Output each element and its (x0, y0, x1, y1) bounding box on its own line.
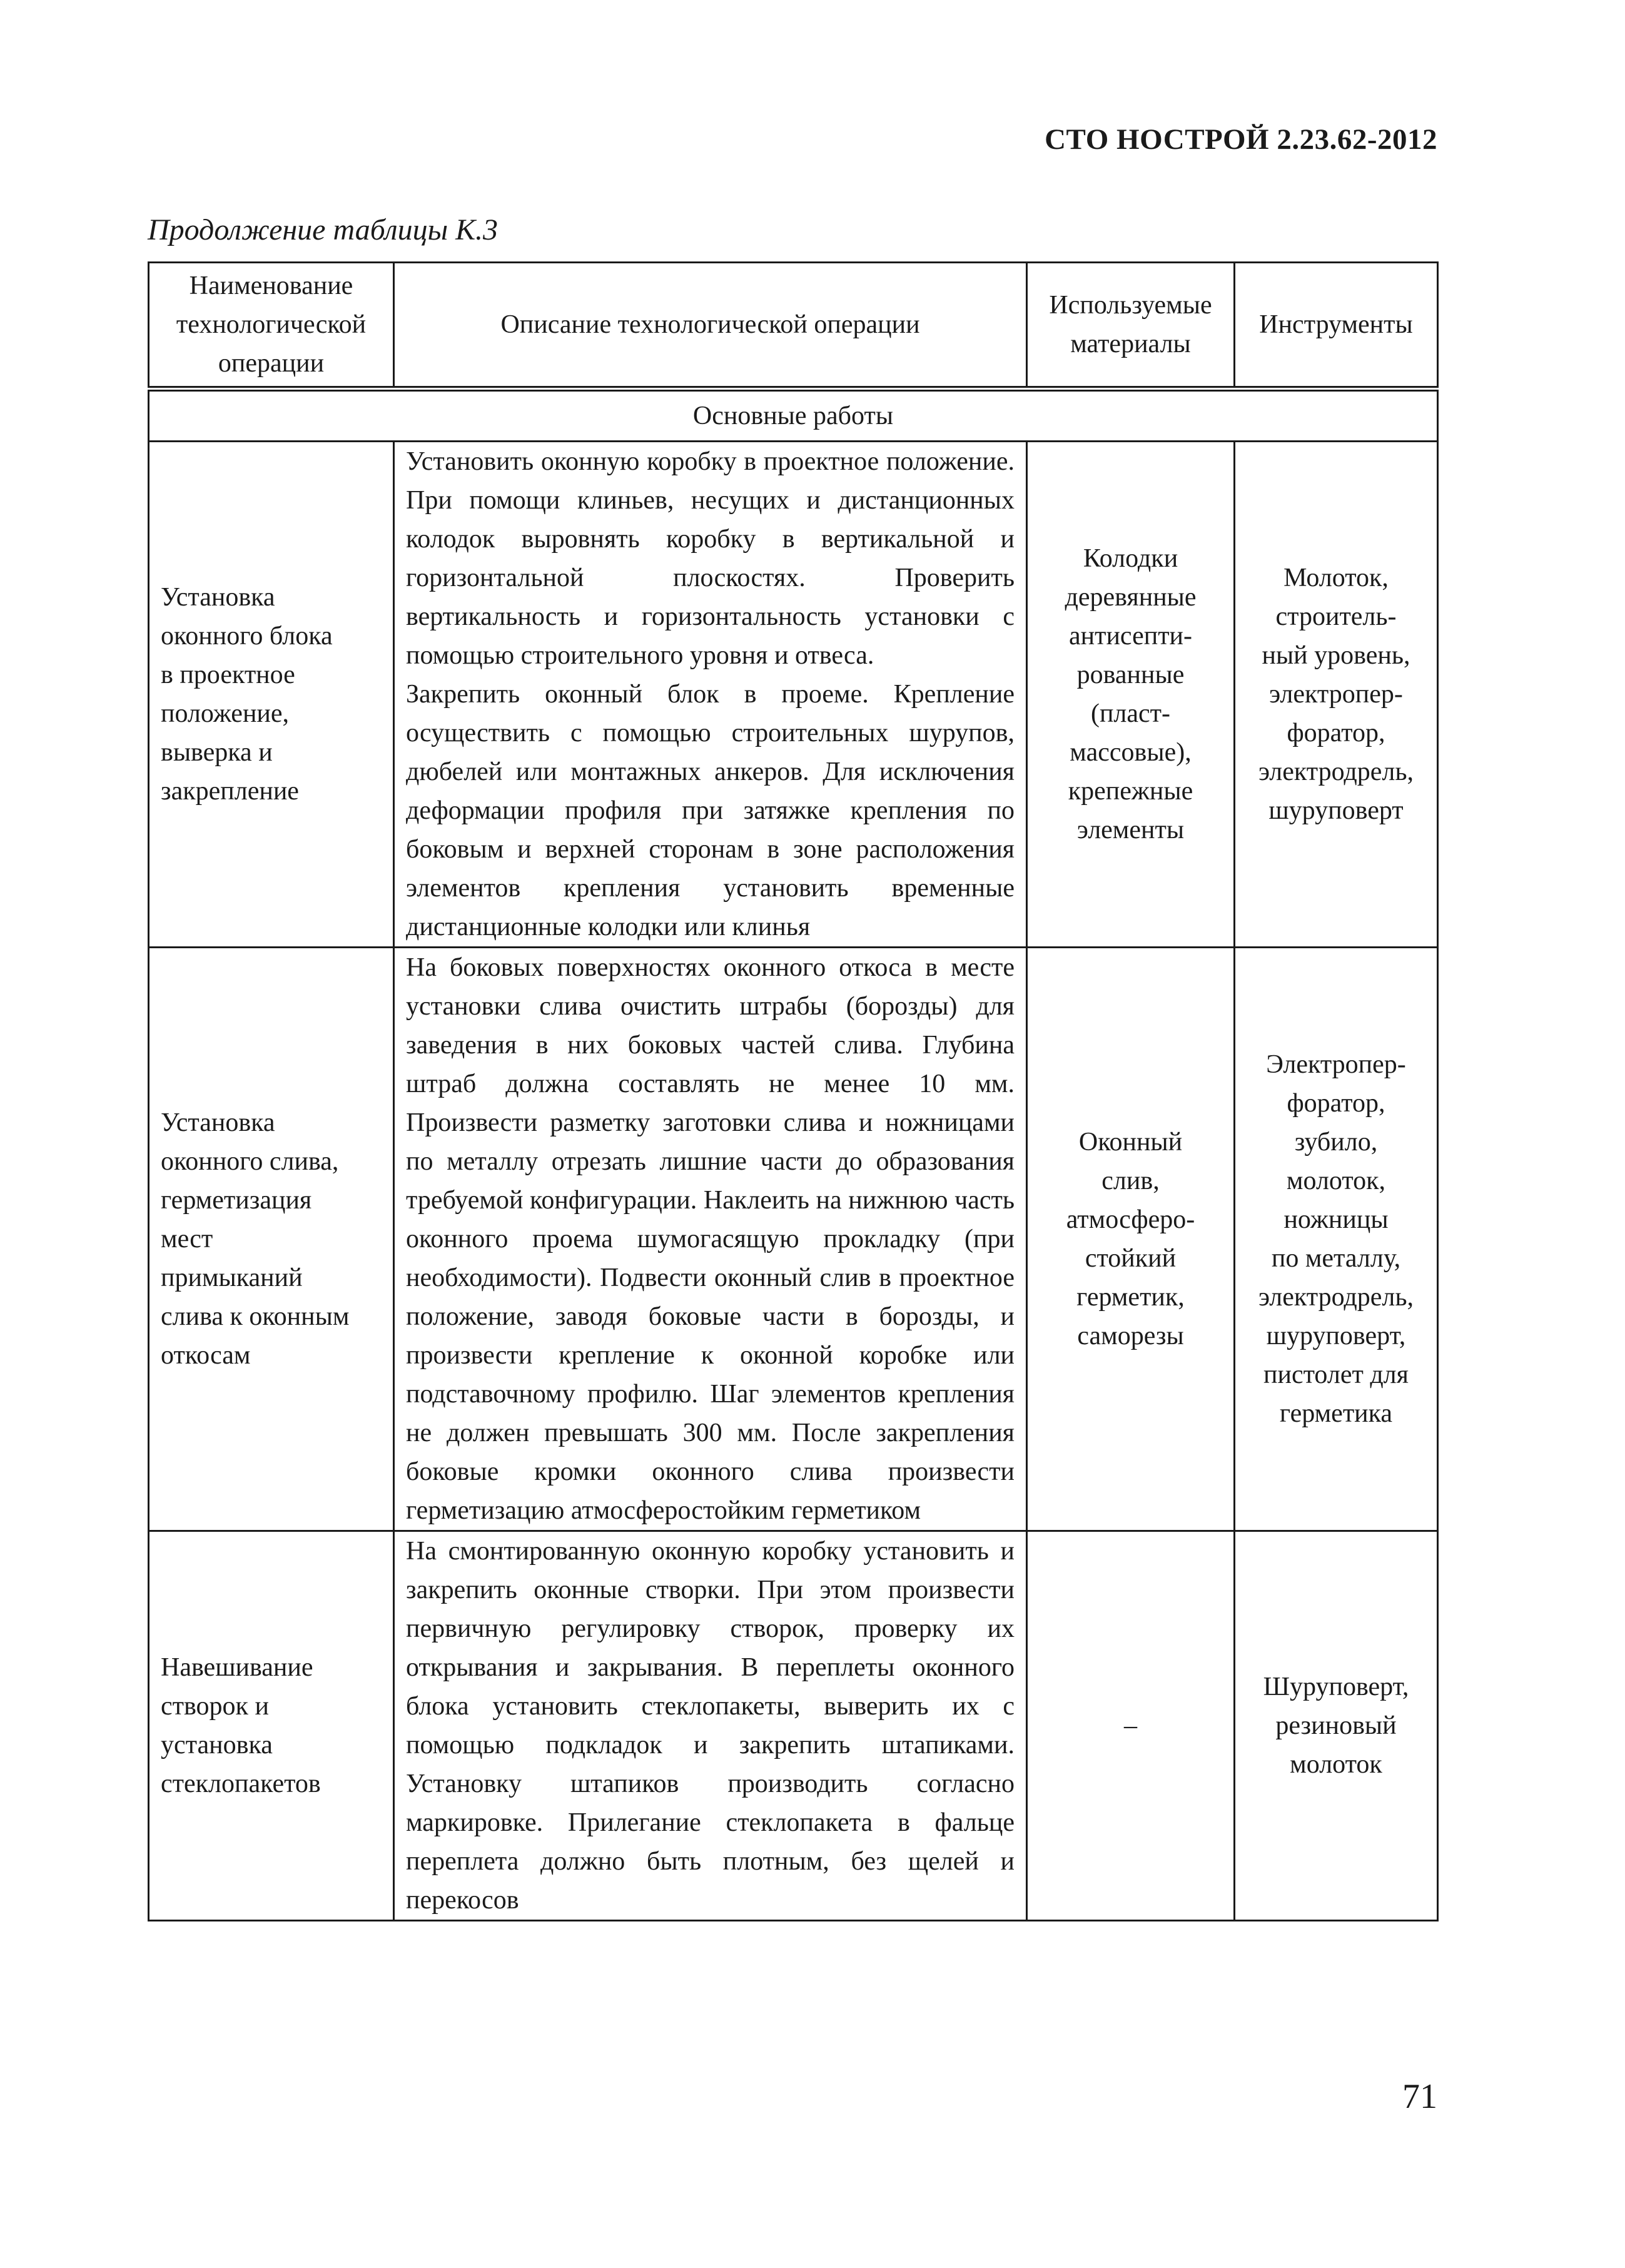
column-header-tools: Инструменты (1235, 263, 1438, 389)
section-row (149, 389, 1438, 442)
description-paragraph: На боковых поверхностях оконного откоса в месте установки слива очистить штрабы (борозды) для заведения в них боковых частей слива. Глубина штраб должна составлять не менее 10 мм. Произвести разметку заготовки слива и ножницами по металлу отрезать лишние части до образования требуемой конфигурации. Наклеить на нижнюю часть оконного проема шумогасящую прокладку (при необходимости). Подвести оконный слив в проектное положение, заводя боковые части в борозды, и произвести крепление к оконной коробке или подставочному профилю. Шаг элементов крепления не должен превышать 300 мм. После закрепления боковые кромки оконного слива произвести герметизацию атмосферостойким герметиком (406, 953, 1015, 1525)
tools-cell: Молоток, строитель- ный уровень, электропер- форатор, электродрель, шуруповерт (1235, 442, 1438, 948)
operation-name: Навешивание створок и установка стеклопакетов (149, 1531, 394, 1921)
operation-description (394, 948, 1027, 1531)
operation-description (394, 1531, 1027, 1921)
description-paragraph: Установить оконную коробку в проектное положение. При помощи клиньев, несущих и дистанционных колодок выровнять коробку в вертикальной и горизонтальной плоскостях. Проверить вертикальность и горизонтальность установки с помощью строительного уровня и отвеса. (406, 447, 1015, 670)
column-header-materials: Используемые материалы (1027, 263, 1235, 389)
materials-cell: – (1027, 1531, 1235, 1921)
description-paragraph: На смонтированную оконную коробку установить и закрепить оконные створки. При этом произвести первичную регулировку створок, проверку их открывания и закрывания. В переплеты оконного блока установить стеклопакеты, выверить их с помощью подкладок и закрепить штапиками. Установку штапиков производить согласно маркировке. Прилегание стеклопакета в фальце переплета должно быть плотным, без щелей и перекосов (406, 1537, 1015, 1915)
table-caption: Продолжение таблицы К.3 (148, 213, 498, 246)
table-row (149, 442, 1438, 948)
tools-cell: Электропер- форатор, зубило, молоток, ножницы по металлу, электродрель, шуруповерт, пистолет для герметика (1235, 948, 1438, 1531)
document-code: СТО НОСТРОЙ 2.23.62-2012 (1045, 123, 1437, 156)
column-header-operation-name: Наименование технологической операции (149, 263, 394, 389)
materials-cell: Колодки деревянные антисепти- рованные (пласт- массовые), крепежные элементы (1027, 442, 1235, 948)
operation-description (394, 442, 1027, 948)
column-header-description: Описание технологической операции (394, 263, 1027, 389)
tools-cell: Шуруповерт, резиновый молоток (1235, 1531, 1438, 1921)
description-paragraph: Закрепить оконный блок в проеме. Крепление осуществить с помощью строительных шурупов, дюбелей или монтажных анкеров. Для исключения деформации профиля при затяжке крепления по боковым и верхней сторонам в зоне расположения элементов крепления установить временные дистанционные колодки или клинья (406, 680, 1015, 941)
page-number: 71 (1402, 2077, 1437, 2116)
section-title: Основные работы (149, 389, 1438, 442)
table-row (149, 1531, 1438, 1921)
table-row (149, 948, 1438, 1531)
materials-cell: Оконный слив, атмосферо- стойкий герметик, саморезы (1027, 948, 1235, 1531)
table-header-row (149, 263, 1438, 389)
operations-table (148, 261, 1439, 1921)
operation-name: Установка оконного блока в проектное положение, выверка и закрепление (149, 442, 394, 948)
operation-name: Установка оконного слива, герметизация мест примыканий слива к оконным откосам (149, 948, 394, 1531)
